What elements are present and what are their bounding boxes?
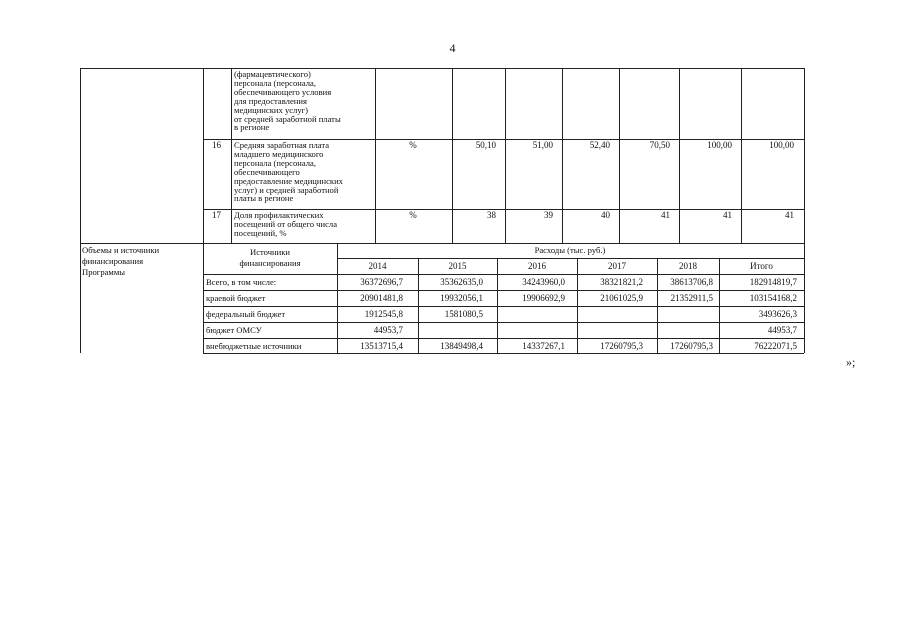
indicator-description-line: младшего медицинского bbox=[234, 148, 324, 159]
finance-value: 21061025,9 bbox=[600, 293, 643, 303]
table-col-rule bbox=[657, 258, 658, 353]
indicator-description-line: Средняя заработная плата bbox=[234, 140, 330, 150]
year-header: 2016 bbox=[528, 261, 546, 271]
finance-value: 1912545,8 bbox=[364, 309, 403, 319]
indicator-description-line: в регионе bbox=[234, 122, 270, 133]
finance-value: 19906692,9 bbox=[522, 293, 565, 303]
table-col-rule bbox=[203, 243, 204, 353]
indicator-description-line: Доля профилактических bbox=[234, 210, 324, 220]
table-row-rule bbox=[203, 338, 804, 339]
section-label-line: финансирования bbox=[82, 256, 144, 266]
finance-value: 14337267,1 bbox=[522, 341, 565, 351]
table-col-rule bbox=[375, 68, 376, 243]
finance-value: 17260795,3 bbox=[600, 341, 643, 351]
finance-value: 20901481,8 bbox=[360, 293, 403, 303]
table-col-rule bbox=[497, 258, 498, 353]
indicator-description-line: посещений от общего числа bbox=[234, 218, 338, 229]
closing-quote-mark: »; bbox=[846, 355, 856, 369]
year-header: 2018 bbox=[679, 261, 697, 271]
indicator-description-line: посещений, % bbox=[234, 227, 287, 238]
indicator-value: 41 bbox=[723, 210, 732, 220]
table-col-rule bbox=[418, 258, 419, 353]
table-col-rule bbox=[577, 258, 578, 353]
finance-value: 21352911,5 bbox=[670, 293, 713, 303]
table-row-rule bbox=[203, 322, 804, 323]
finance-value: 38613706,8 bbox=[670, 277, 713, 287]
page-number: 4 bbox=[449, 41, 456, 55]
finance-source-label: бюджет ОМСУ bbox=[206, 325, 262, 335]
indicator-description-line: обеспечивающего условия bbox=[234, 86, 332, 97]
finance-value: 76222071,5 bbox=[754, 341, 797, 351]
finance-value: 34243960,0 bbox=[522, 277, 565, 287]
unit-cell: % bbox=[409, 210, 417, 220]
finance-value: 182914819,7 bbox=[749, 277, 797, 287]
table-row-rule bbox=[203, 306, 804, 307]
indicator-description-line: для предоставления bbox=[234, 95, 307, 106]
sources-header-line: Источники bbox=[249, 247, 291, 257]
table-col-rule bbox=[804, 68, 805, 243]
indicator-value: 100,00 bbox=[707, 140, 732, 150]
table-col-rule bbox=[80, 68, 81, 243]
finance-source-label: краевой бюджет bbox=[206, 293, 266, 303]
row-number: 16 bbox=[212, 140, 221, 150]
indicator-description-line: предоставление медицинских bbox=[234, 175, 343, 186]
indicator-value: 41 bbox=[661, 210, 670, 220]
unit-cell: % bbox=[409, 140, 417, 150]
finance-value: 44953,7 bbox=[373, 325, 403, 335]
table-row-rule bbox=[203, 274, 804, 275]
table-top-rule bbox=[80, 68, 804, 69]
indicator-description-line: обеспечивающего bbox=[234, 166, 300, 177]
table-col-rule bbox=[80, 243, 81, 353]
finance-value: 13513715,4 bbox=[360, 341, 403, 351]
table-col-rule bbox=[804, 243, 805, 353]
finance-value: 3493626,3 bbox=[758, 309, 797, 319]
indicator-description-line: от средней заработной платы bbox=[234, 113, 341, 124]
sources-header-line: финансирования bbox=[239, 258, 301, 268]
indicator-description-line: персонала (персонала, bbox=[234, 77, 316, 88]
finance-value: 35362635,0 bbox=[440, 277, 483, 287]
table-col-rule bbox=[231, 68, 232, 243]
section-label-line: Программы bbox=[82, 267, 126, 277]
expenses-header: Расходы (тыс. руб.) bbox=[534, 245, 606, 255]
section-label-line: Объемы и источники bbox=[82, 245, 160, 255]
year-header: Итого bbox=[750, 261, 773, 271]
table-row-rule bbox=[337, 258, 804, 259]
indicator-description-line: услуг) и средней заработной bbox=[234, 184, 339, 195]
year-header: 2014 bbox=[368, 261, 387, 271]
indicator-value: 38 bbox=[487, 210, 496, 220]
finance-value: 19932056,1 bbox=[440, 293, 483, 303]
finance-source-label: федеральный бюджет bbox=[206, 309, 286, 319]
indicator-value: 51,00 bbox=[532, 140, 553, 150]
table-col-rule bbox=[203, 68, 204, 243]
indicator-value: 40 bbox=[601, 210, 610, 220]
table-col-rule bbox=[719, 258, 720, 353]
table-rule bbox=[80, 243, 804, 244]
finance-value: 44953,7 bbox=[767, 325, 797, 335]
indicator-description-line: медицинских услуг) bbox=[234, 104, 309, 115]
finance-value: 13849498,4 bbox=[440, 341, 483, 351]
indicator-value: 70,50 bbox=[649, 140, 670, 150]
indicator-description-line: (фармацевтического) bbox=[234, 69, 311, 79]
indicator-value: 52,40 bbox=[589, 140, 610, 150]
year-header: 2015 bbox=[448, 261, 467, 271]
table-row-rule bbox=[203, 290, 804, 291]
indicator-value: 50,10 bbox=[475, 140, 496, 150]
indicator-value: 41 bbox=[785, 210, 794, 220]
indicator-value: 100,00 bbox=[769, 140, 794, 150]
row-number: 17 bbox=[212, 210, 221, 220]
finance-value: 103154168,2 bbox=[749, 293, 797, 303]
finance-value: 36372696,7 bbox=[360, 277, 403, 287]
finance-value: 38321821,2 bbox=[600, 277, 643, 287]
year-header: 2017 bbox=[608, 261, 626, 271]
finance-value: 17260795,3 bbox=[670, 341, 713, 351]
indicator-description-line: платы в регионе bbox=[234, 193, 294, 204]
finance-source-label: внебюджетные источники bbox=[206, 341, 302, 351]
table-row-rule bbox=[203, 353, 804, 354]
finance-source-label: Всего, в том числе: bbox=[206, 277, 277, 287]
indicator-description-line: персонала (персонала, bbox=[234, 157, 316, 168]
indicator-value: 39 bbox=[544, 210, 553, 220]
finance-value: 1581080,5 bbox=[444, 309, 483, 319]
